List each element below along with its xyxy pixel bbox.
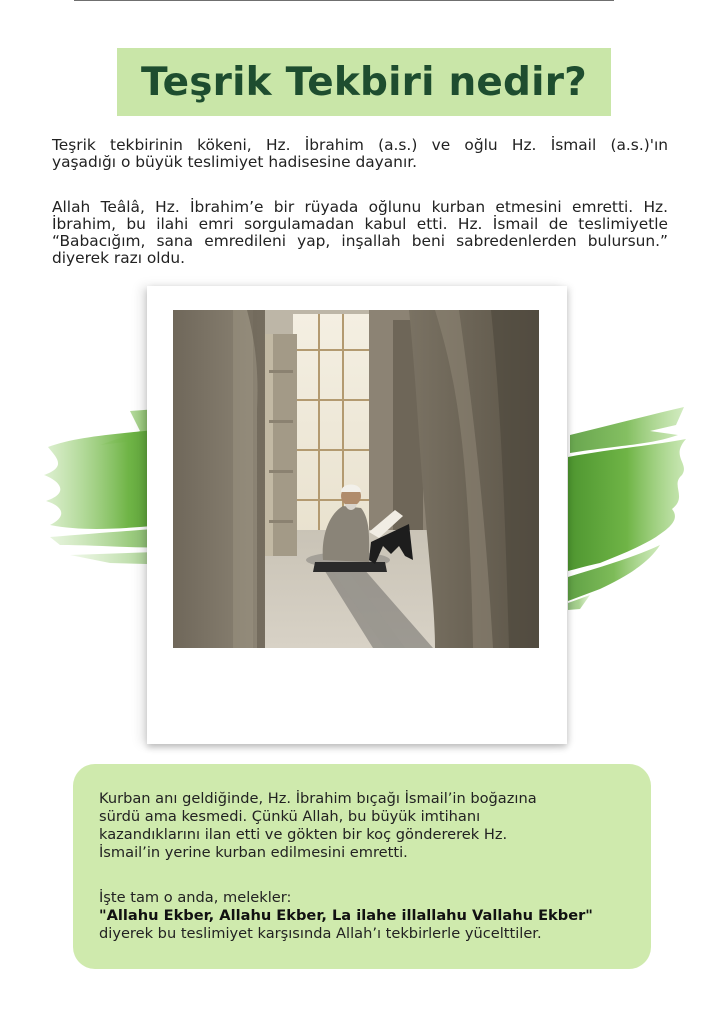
green-brush-stroke-right <box>560 405 700 610</box>
story-line: Allah Teâlâ, Hz. İbrahim’e bir rüyada oğlunu kurban etmesini emretti. Hz. <box>52 198 668 216</box>
mosque-reading-photo <box>173 310 539 648</box>
story-line: “Babacığım, sana emredileni yap, inşallah beni sabredenlerden bulursun.” <box>52 232 668 250</box>
sacrifice-line: sürdü ama kesmedi. Çünkü Allah, bu büyük imtihanı <box>99 808 481 825</box>
sacrifice-line: Kurban anı geldiğinde, Hz. İbrahim bıçağı İsmail’in boğazına <box>99 790 537 807</box>
sacrifice-line: İsmail’in yerine kurban edilmesini emretti. <box>99 844 408 861</box>
sacrifice-line: kazandıklarını ilan etti ve gökten bir koç göndererek Hz. <box>99 826 508 843</box>
angels-paragraph <box>99 889 639 943</box>
angels-outro: diyerek bu teslimiyet karşısında Allah’ı tekbirlerle yücelttiler. <box>99 925 542 942</box>
top-divider <box>74 0 614 1</box>
story-line: diyerek razı oldu. <box>52 249 185 267</box>
photo-frame <box>147 286 567 744</box>
intro-paragraph <box>52 137 668 171</box>
title-banner <box>117 48 611 116</box>
intro-line: yaşadığı o büyük teslimiyet hadisesine dayanır. <box>52 153 418 171</box>
page-title: Teşrik Tekbiri nedir? <box>140 59 588 105</box>
angels-intro: İşte tam o anda, melekler: <box>99 889 292 906</box>
intro-line: Teşrik tekbirinin kökeni, Hz. İbrahim (a.s.) ve oğlu Hz. İsmail (a.s.)'ın <box>52 136 668 154</box>
sacrifice-paragraph <box>99 790 639 862</box>
story-paragraph <box>52 199 668 267</box>
story-line: İbrahim, bu ilahi emri sorgulamadan kabul etti. Hz. İsmail de teslimiyetle <box>52 215 668 233</box>
takbir-text: "Allahu Ekber, Allahu Ekber, La ilahe illallahu Vallahu Ekber" <box>99 907 593 924</box>
